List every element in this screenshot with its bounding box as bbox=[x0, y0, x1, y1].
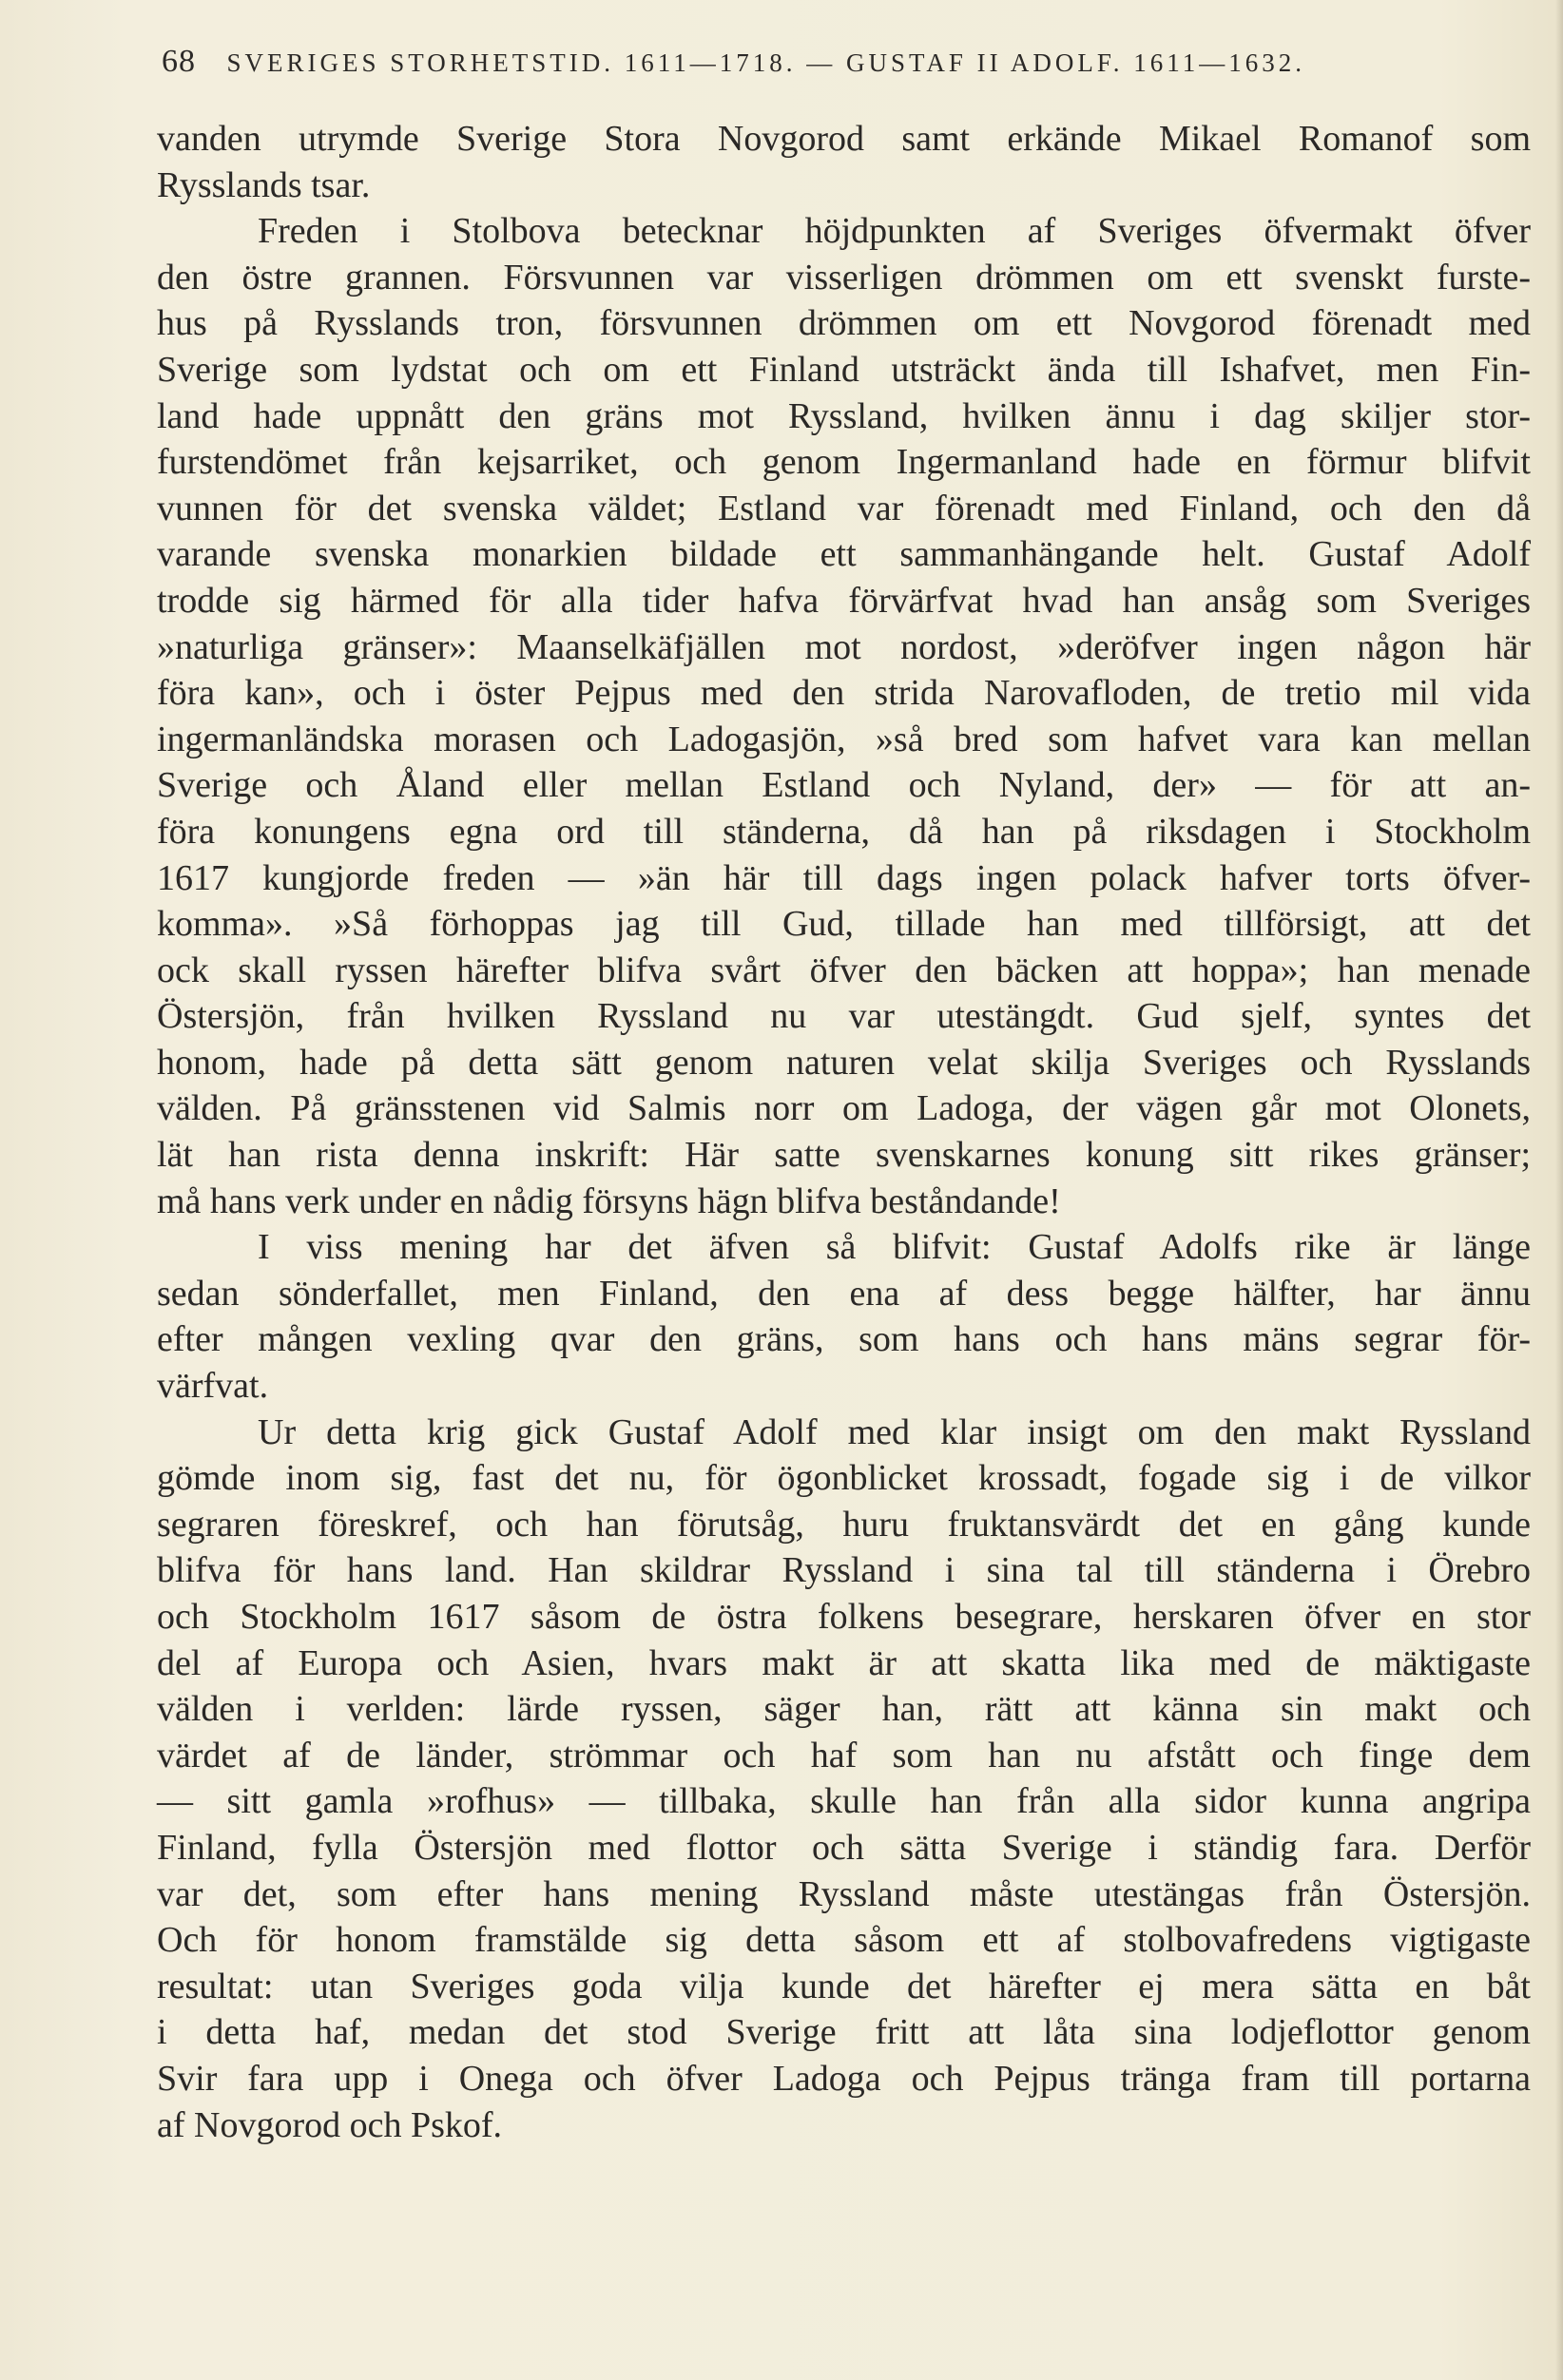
text-line: Svir fara upp i Onega och öfver Ladoga och Pejpus tränga fram till portarna bbox=[157, 2058, 1531, 2099]
text-line: segraren föreskref, och han förutsåg, huru fruktansvärdt det en gång kunde bbox=[157, 1504, 1531, 1545]
text-line: Sverige som lydstat och om ett Finland utsträckt ända till Ishafvet, men Fin- bbox=[157, 349, 1531, 390]
text-line: Sverige och Åland eller mellan Estland och Nyland, der» — för att an- bbox=[157, 765, 1531, 806]
text-line: varande svenska monarkien bildade ett sammanhängande helt. Gustaf Adolf bbox=[157, 534, 1531, 575]
text-line: Ur detta krig gick Gustaf Adolf med klar insigt om den makt Ryssland bbox=[258, 1411, 1531, 1452]
text-line: ingermanländska morasen och Ladogasjön, »så bred som hafvet vara kan mellan bbox=[157, 719, 1531, 759]
text-line: trodde sig härmed för alla tider hafva förvärfvat hvad han ansåg som Sveriges bbox=[157, 580, 1531, 621]
text-line: i detta haf, medan det stod Sverige fritt att låta sina lodjeflottor genom bbox=[157, 2012, 1531, 2053]
page-edge-shadow bbox=[1555, 0, 1563, 2380]
text-line: lät han rista denna inskrift: Här satte svenskarnes konung sitt rikes gränser; bbox=[157, 1135, 1531, 1176]
text-line: föra konungens egna ord till ständerna, då han på riksdagen i Stockholm bbox=[157, 811, 1531, 852]
text-line: var det, som efter hans mening Ryssland måste utestängas från Östersjön. bbox=[157, 1873, 1531, 1914]
text-line: Och för honom framstälde sig detta såsom ett af stolbovafredens vigtigaste bbox=[157, 1920, 1531, 1961]
body-text bbox=[157, 116, 1531, 2148]
text-line: vanden utrymde Sverige Stora Novgorod samt erkände Mikael Romanof som bbox=[157, 119, 1531, 159]
text-line: välden. På gränsstenen vid Salmis norr om Ladoga, der vägen går mot Olonets, bbox=[157, 1088, 1531, 1129]
text-line: del af Europa och Asien, hvars makt är att skatta lika med de mäktigaste bbox=[157, 1642, 1531, 1683]
text-line: »naturliga gränser»: Maanselkäfjällen mot nordost, »deröfver ingen någon här bbox=[157, 626, 1531, 667]
text-line: Östersjön, från hvilken Ryssland nu var utestängdt. Gud sjelf, syntes det bbox=[157, 996, 1531, 1037]
text-line: resultat: utan Sveriges goda vilja kunde det härefter ej mera sätta en båt bbox=[157, 1966, 1531, 2006]
text-line: välden i verlden: lärde ryssen, säger han, rätt att känna sin makt och bbox=[157, 1689, 1531, 1730]
text-line: Finland, fylla Östersjön med flottor och sätta Sverige i ständig fara. Derför bbox=[157, 1827, 1531, 1868]
text-line: och Stockholm 1617 såsom de östra folkens besegrare, herskaren öfver en stor bbox=[157, 1597, 1531, 1637]
text-line: sedan sönderfallet, men Finland, den ena af dess begge hälfter, har ännu bbox=[157, 1273, 1531, 1314]
text-line: — sitt gamla »rofhus» — tillbaka, skulle han från alla sidor kunna angripa bbox=[157, 1781, 1531, 1822]
text-line: furstendömet från kejsarriket, och genom Ingermanland hade en förmur blifvit bbox=[157, 442, 1531, 483]
text-line: den östre grannen. Försvunnen var visserligen drömmen om ett svenskt furste- bbox=[157, 257, 1531, 298]
text-line: vunnen för det svenska väldet; Estland var förenadt med Finland, och den då bbox=[157, 488, 1531, 528]
text-line: ock skall ryssen härefter blifva svårt öfver den bäcken att hoppa»; han menade bbox=[157, 950, 1531, 990]
text-line: honom, hade på detta sätt genom naturen velat skilja Sveriges och Rysslands bbox=[157, 1042, 1531, 1083]
text-line: komma». »Så förhoppas jag till Gud, tillade han med tillförsigt, att det bbox=[157, 904, 1531, 945]
text-line: Freden i Stolbova betecknar höjdpunkten af Sveriges öfvermakt öfver bbox=[258, 211, 1531, 252]
page-number: 68 bbox=[162, 44, 196, 79]
text-line: hus på Rysslands tron, försvunnen drömmen om ett Novgorod förenadt med bbox=[157, 303, 1531, 344]
running-header bbox=[162, 44, 1531, 91]
running-title: SVERIGES STORHETSTID. 1611—1718. — GUSTAF II ADOLF. 1611—1632. bbox=[226, 48, 1305, 77]
text-line: af Novgorod och Pskof. bbox=[157, 2104, 503, 2145]
text-line: föra kan», och i öster Pejpus med den strida Narovafloden, de tretio mil vida bbox=[157, 673, 1531, 714]
text-line: blifva för hans land. Han skildrar Ryssland i sina tal till ständerna i Örebro bbox=[157, 1550, 1531, 1591]
text-line: Rysslands tsar. bbox=[157, 164, 371, 205]
text-line: efter mången vexling qvar den gräns, som hans och hans mäns segrar för- bbox=[157, 1319, 1531, 1360]
text-line: må hans verk under en nådig försyns hägn blifva beståndande! bbox=[157, 1180, 1061, 1221]
text-line: 1617 kungjorde freden — »än här till dags ingen polack hafver torts öfver- bbox=[157, 857, 1531, 898]
text-line: värdet af de länder, strömmar och haf som han nu afstått och finge dem bbox=[157, 1735, 1531, 1775]
text-line: värfvat. bbox=[157, 1366, 269, 1407]
text-line: land hade uppnått den gräns mot Ryssland, hvilken ännu i dag skiljer stor- bbox=[157, 395, 1531, 436]
text-line: I viss mening har det äfven så blifvit: Gustaf Adolfs rike är länge bbox=[258, 1227, 1531, 1268]
text-line: gömde inom sig, fast det nu, för ögonblicket krossadt, fogade sig i de vilkor bbox=[157, 1458, 1531, 1499]
